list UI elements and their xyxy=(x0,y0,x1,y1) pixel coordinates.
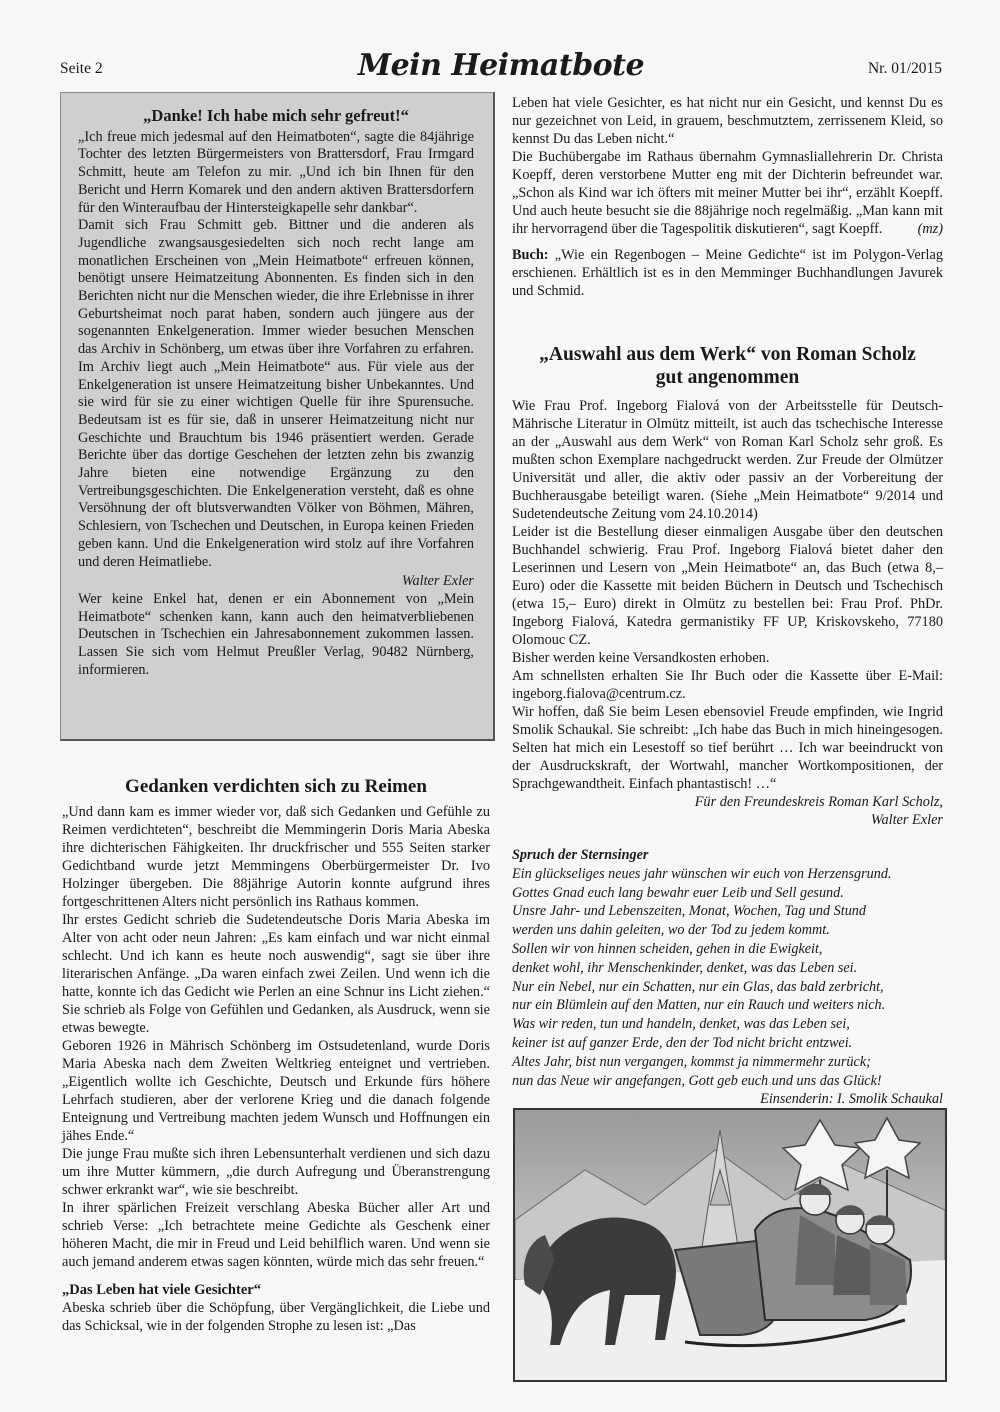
sleigh-illustration xyxy=(513,1108,947,1382)
poem-line: keiner ist auf ganzer Erde, den der Tod nicht bricht entzwei. xyxy=(512,1034,853,1051)
book-text: „Wie ein Regenbogen – Meine Gedichte“ ist im Polygon-Verlag erschienen. Erhältlich ist es in den Memminger Buchhandlungen Javurek und Schmid. xyxy=(512,247,943,299)
poem-line: Was wir reden, tun und handeln, denket, was das Leben sei, xyxy=(512,1016,850,1033)
box-paragraph: „Ich freue mich jedesmal auf den Heimatboten“, sagte die 84jährige Tochter des letzten Bürgermeisters von Brattersdorf, Frau Irmgard Schmitt, heute am Telefon zu mir. „Und ich bin Ihnen für den Bericht und Herrn Komarek und den andern aktiven Brattersdorfern für den Winteraufbau der Hintersteigkapelle sehr dankbar“. xyxy=(78,128,474,216)
article-signature: Walter Exler xyxy=(870,812,943,828)
article-title: Gedanken verdichten sich zu Reimen xyxy=(125,776,427,797)
box-signature: Walter Exler xyxy=(401,573,474,590)
poem-submitter: Einsenderin: I. Smolik Schaukal xyxy=(760,1091,943,1108)
article-paragraph: Bisher werden keine Versandkosten erhoben. xyxy=(512,650,770,666)
box-closing: Wer keine Enkel hat, denen er ein Abonnement von „Mein Heimatbote“ schenken kann, kann auch den heimatverbliebenen Deutschen in Tschechien ein Jahresabonnement zukommen lassen. Lassen Sie sich vom Helmut Preußler Verlag, 90482 Nürnberg, informieren. xyxy=(78,590,474,678)
page-header xyxy=(60,48,942,88)
poem-line: Gottes Gnad euch lang bewahr euer Leib und Sell gesund. xyxy=(512,884,844,901)
article-paragraph: Leider ist die Bestellung dieser einmaligen Ausgabe über den deutschen Buchhandel schwierig. Frau Prof. Ingeborg Fialová bietet daher den Leserinnen und Lesern von „Mein Heimatbote“ an, das Buch (etwa 8,– Euro) oder die Kassette mit beiden Büchern in Deutsch und Tschechisch (etwa 15,– Euro) direkt in Olmütz zu bestellen bei: Frau Prof. PhDr. Ingeborg Fialová, Katedra germanistiky FF UP, Kriskovskeho, 77180 Olomouc CZ. xyxy=(512,524,943,648)
article-paragraph xyxy=(512,148,943,238)
thanks-box xyxy=(60,92,495,741)
box-paragraph: Damit sich Frau Schmitt geb. Bittner und die anderen als Jugendliche zwangsausgesiedelten sich noch recht lange am monatlichen Erscheinen von „Mein Heimatbote“ erfreuen können, benötigt unsere Heimatzeitung Abonnenten. Es finden sich in den Berichten nicht nur die Menschen wieder, die ihre Erlebnisse in ihrer Geburtsheimat noch parat haben, sondern auch jüngere aus der sogenannten Enkelgeneration. Immer wieder besuchen Menschen das Archiv in Schönberg, um etwas über ihre Vorfahren zu erfahren. Im Archiv liegt auch „Mein Heimatbote“ aus. Für viele aus der Enkelgeneration ist unsere Heimatzeitung bisher Unbekanntes. Und sie wird für sie zu einer wichtigen Quelle für ihre Spurensuche. Bedeutsam ist es für sie, daß in unserer Heimatzeitung nicht nur Geschichte und Brauchtum bis 1946 präsentiert werden. Gerade Berichte über das dortige Geschehen der letzten zehn bis zwanzig Jahre bieten eine notwendige Ergänzung zu den Vertreibungsgeschichten. Die Enkelgeneration versteht, daß es ohne Versöhnung der oft blutsverwandten Völker von Böhmen, Mähren, Schlesiern, von Tschechen und Deutschen, in Europa keinen Frieden geben kann. Und die Enkelgeneration wird stolz auf ihre Vorfahren und deren Heimatliebe. xyxy=(78,217,474,570)
article-subheading: „Das Leben hat viele Gesichter“ xyxy=(62,1282,261,1298)
article-title-line: „Auswahl aus dem Werk“ von Roman Scholz xyxy=(539,344,916,365)
book-label: Buch: xyxy=(512,247,549,263)
poem-line: nun das Neue wir angefangen, Gott geb euch und uns das Glück! xyxy=(512,1072,882,1089)
poem-sternsinger xyxy=(512,846,943,1109)
sleigh-drawing xyxy=(515,1110,945,1380)
article-paragraph: Leben hat viele Gesichter, es hat nicht nur ein Gesicht, und kennst Du es nur gezeichnet von Leid, in grauem, beschmutztem, zerrissenem Kleid, so kennst Du das Leben nicht.“ xyxy=(512,95,943,147)
article-paragraph: Wie Frau Prof. Ingeborg Fialová von der Arbeitsstelle für Deutsch-Mährische Literatur in Olmütz mitteilt, ist auch das tschechische Interesse an der „Auswahl aus dem Werk“ von Roman Karl Scholz sehr groß. Es mußten schon Exemplare nachgedruckt werden. Zur Freude der Olmützer Universität und aller, die aktiv oder passiv an der Vorbereitung der Buchherausgabe beteiligt waren. (Siehe „Mein Heimatbote“ 9/2014 und Sudetendeutsche Zeitung vom 24.10.2014) xyxy=(512,398,943,522)
poem-title: Spruch der Sternsinger xyxy=(512,847,649,863)
article-paragraph: Abeska schrieb über die Schöpfung, über Vergänglichkeit, die Liebe und das Schicksal, wie in der folgenden Strophe zu lesen ist: „Das xyxy=(62,1300,490,1334)
article-gedanken-continued xyxy=(512,94,943,300)
article-signature: Für den Freundeskreis Roman Karl Scholz, xyxy=(694,794,943,810)
poem-line: Nur ein Nebel, nur ein Schatten, nur ein Glas, das bald zerbricht, xyxy=(512,978,884,995)
issue-number: Nr. 01/2015 xyxy=(867,60,942,77)
poem-line: Altes Jahr, bist nun vergangen, kommst ja nimmermehr zurück; xyxy=(512,1053,871,1070)
poem-line: nur ein Blümlein auf den Matten, nur ein Rauch und weiters nich. xyxy=(512,997,886,1014)
masthead-logo: Mein Heimatbote xyxy=(357,48,645,83)
article-paragraph: In ihrer spärlichen Freizeit verschlang Abeska Bücher aller Art und schrieb Verse: „Ich betrachtete meine Gedichte als Geschenk einer höheren Macht, die mir in Freud und Leid behilflich waren. Und wenn sie auch jemand anderem etwas sagen könnten, würde mich das sehr freuen.“ xyxy=(62,1200,490,1270)
page-number: Seite 2 xyxy=(60,60,103,77)
article-signature: (mz) xyxy=(917,221,943,237)
article-paragraph: Wir hoffen, daß Sie beim Lesen ebensoviel Freude empfinden, wie Ingrid Smolik Schaukal. Sie schreibt: „Ich habe das Buch in mich hineingesogen. Selten hat mich ein Lesestoff so tief berührt … Ich war beeindruckt von der Ausdruckskraft, der Wortwahl, mancher Wortkompositionen, der Sprachgewandtheit. Einfach phantastisch! …“ xyxy=(512,704,943,792)
poem-line: Unsre Jahr- und Lebenszeiten, Monat, Wochen, Tag und Stund xyxy=(512,903,866,920)
article-paragraph: Am schnellsten erhalten Sie Ihr Buch oder die Kassette über E-Mail: ingeborg.fialova@centrum.cz. xyxy=(512,668,943,702)
article-title xyxy=(512,343,943,389)
article-paragraph: Ihr erstes Gedicht schrieb die Sudetendeutsche Doris Maria Abeska im Alter von acht oder neun Jahren: „Es kam einfach und war nicht einmal schlecht. Und ich kann es heute noch auswendig“, sagt sie über ihre literarischen Anfänge. „Da waren einfach zwei Zeilen. Und wenn ich die hatte, konnte ich das Gedicht wie Perlen an eine Schnur ins Licht ziehen.“ Sie schrieb als Folge von Gefühlen und Gedanken, als Ausdruck, wenn sie etwas bewegte. xyxy=(62,912,490,1036)
article-auswahl xyxy=(512,343,943,829)
article-gedanken xyxy=(62,775,490,1335)
poem-line: werden uns dahin geleiten, wo der Tod zu jedem kommt. xyxy=(512,922,830,939)
poem-line: Ein glückseliges neues jahr wünschen wir euch von Herzensgrund. xyxy=(512,865,892,882)
box-title: „Danke! Ich habe mich sehr gefreut!“ xyxy=(143,106,409,125)
book-info xyxy=(512,246,943,300)
poem-line: Sollen wir von hinnen scheiden, gehen in die Ewigkeit, xyxy=(512,940,823,957)
article-text: Die Buchübergabe im Rathaus übernahm Gymnasliallehrerin Dr. Christa Koepff, deren verstorbene Mutter eng mit der Dichterin befreundet war. „Schon als Kind war ich öfters mit meiner Mutter bei ihr“, erzählt Koepff. Und auch heute besucht sie die 88jährige noch regelmäßig. „Man kann mit ihr hervorragend über die Tagespolitik diskutieren“, sagt Koepff. xyxy=(512,149,943,237)
article-paragraph: „Und dann kam es immer wieder vor, daß sich Gedanken und Gefühle zu Reimen verdichteten“, beschreibt die Memmingerin Doris Maria Abeska ihre dichterischen Fähigkeiten. Ihr druckfrischer und 555 Seiten starker Gedichtband wurde jetzt Memmingens Oberbürgermeister Dr. Ivo Holzinger übergeben. Die 88jährige Autorin konnte aufgrund ihres fortgeschrittenen Alters nicht persönlich ins Rathaus kommen. xyxy=(62,804,490,910)
article-paragraph: Geboren 1926 in Mährisch Schönberg im Ostsudetenland, wurde Doris Maria Abeska nach dem Zweiten Weltkrieg enteignet und vertrieben. „Eigentlich wollte ich Geschichte, Deutsch und Erkunde fürs höhere Lehrfach studieren, aber der verlorene Krieg und die danach folgende Enteignung und Vertreibung machten jedem Wunsch und Hoffnungen ein jähes Ende.“ xyxy=(62,1038,490,1144)
article-paragraph: Die junge Frau mußte sich ihren Lebensunterhalt verdienen und sich dazu um ihre Mutter kümmern, „die durch Aufregung und Überanstrengung schwer erkrankt war“, wie sie beschreibt. xyxy=(62,1146,490,1198)
poem-line: denket wohl, ihr Menschenkinder, denket, was das Leben sei. xyxy=(512,959,858,976)
article-title-line: gut angenommen xyxy=(655,367,800,388)
